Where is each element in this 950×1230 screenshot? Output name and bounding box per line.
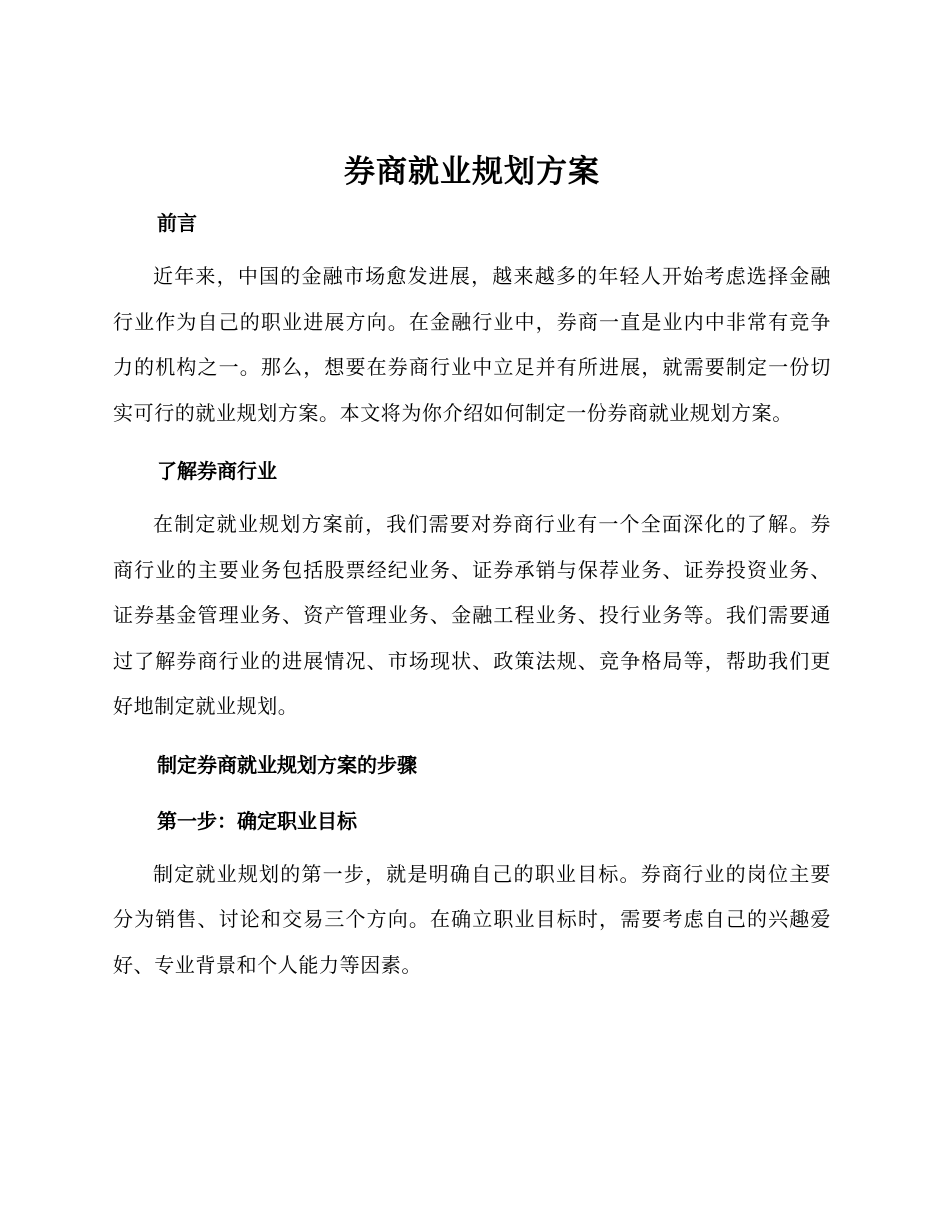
document-body [113,148,831,1000]
section-heading-step-one: 第一步：确定职业目标 [157,808,357,833]
section-paragraph-step-one: 制定就业规划的第一步，就是明确自己的职业目标。券商行业的岗位主要分为销售、讨论和交易三个方向。在确立职业目标时，需要考虑自己的兴趣爱好、专业背景和个人能力等因素。 [113,861,831,977]
document-title: 券商就业规划方案 [344,154,600,190]
section-heading-preface: 前言 [157,211,197,235]
section-heading-steps: 制定券商就业规划方案的步骤 [157,752,417,777]
section-heading-understand-industry: 了解券商行业 [157,459,277,483]
section-paragraph-preface: 近年来，中国的金融市场愈发进展，越来越多的年轻人开始考虑选择金融行业作为自己的职业进展方向。在金融行业中，券商一直是业内中非常有竞争力的机构之一。那么，想要在券商行业中立足并有所进展，就需要制定一份切实可行的就业规划方案。本文将为你介绍如何制定一份券商就业规划方案。 [113,264,831,425]
section-paragraph-understand-industry: 在制定就业规划方案前，我们需要对券商行业有一个全面深化的了解。券商行业的主要业务包括股票经纪业务、证券承销与保荐业务、证券投资业务、证券基金管理业务、资产管理业务、金融工程业务、投行业务等。我们需要通过了解券商行业的进展情况、市场现状、政策法规、竞争格局等，帮助我们更好地制定就业规划。 [113,512,831,718]
